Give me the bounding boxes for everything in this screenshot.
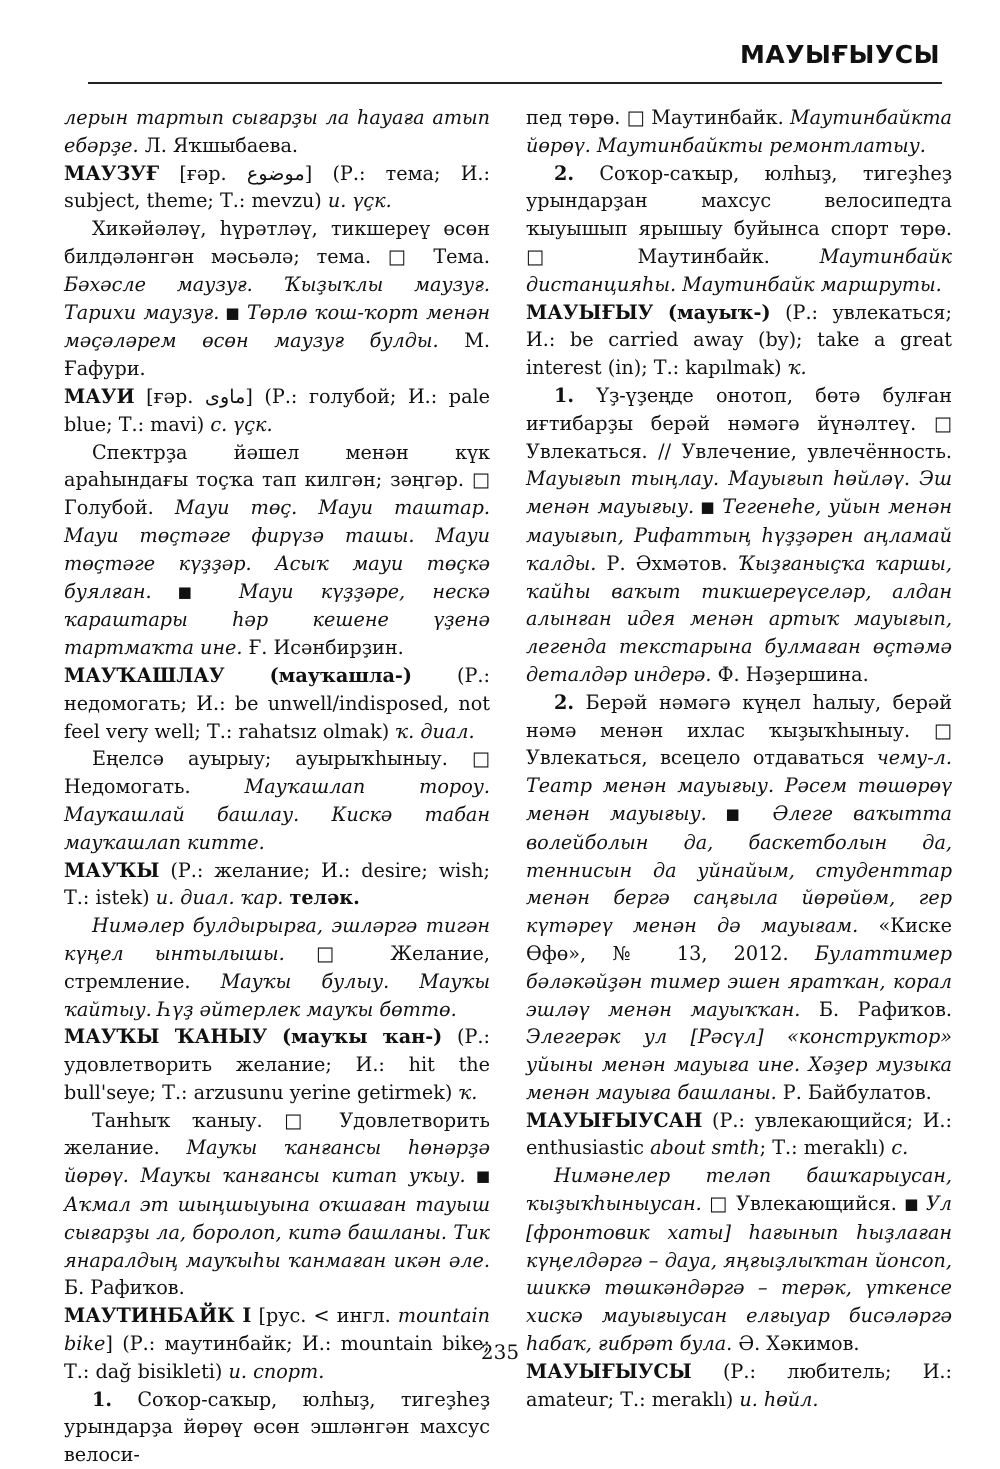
dictionary-entry-head [526, 1358, 952, 1414]
headword-text: МАУЫҒЫУ [526, 300, 654, 324]
continued-text [526, 104, 952, 160]
definition-paragraph [64, 745, 490, 856]
headword-text: (мауҡашла-) [269, 663, 412, 687]
text-segment: ] (Р.: маутинбайк; И.: mountain bike; Т.: dağ bisikleti) [64, 1332, 490, 1383]
example-text: Маутинбайк дистанцияһы. Маутинбайк маршруты. [526, 244, 952, 296]
example-text: Бәхәсле маузуғ. Ҡыҙыҡлы маузуғ. Тарихи маузуғ. [64, 272, 490, 324]
citation-marker: ■ [465, 1167, 490, 1186]
headword-text: МАУҠАШЛАУ [64, 663, 225, 687]
text-segment: [ғәр. ماوی] (Р.: голубой; И.: pale blue; Т.: mavi) [64, 384, 491, 436]
text-segment: Үҙ-үҙеңде онотоп, бөтә булған иғтибарҙы берәй нәмәгә йүнәлтеү. □ Увлекаться. // Увлечение, увлечённость. [526, 383, 952, 463]
example-text: и. спорт. [228, 1359, 325, 1383]
definition-paragraph [526, 1162, 952, 1358]
example-text: Мауҡашлап тороу. Мауҡашлай башлау. Кискә табан мауҡашлап китте. [64, 775, 490, 854]
left-column [64, 104, 490, 1469]
headword-text: 2. [554, 161, 575, 185]
example-text: Аҡмал эт шыңшыуына оҡшаған тауыш сығарҙы ла, боролоп, китә башланы. Тик янаралдың мауҡыһы ҡанмаған икән әле. [64, 1193, 490, 1272]
example-text: Элегерәк ул [Рәсүл] «конструктор» уйыны менән мауыға ине. Хәҙер музыка менән мауыға башланы. [526, 1025, 952, 1104]
text-segment: □ Желание, стремление. [64, 941, 490, 993]
text-segment: «Киске Өфө», № 13, 2012. [526, 914, 952, 965]
text-segment: Хикәйәләү, һүрәтләү, тикшереү өсөн билдәләнгән мәсьәлә; тема. □ Тема. [64, 217, 490, 268]
example-text: лерын тартып сығарҙы ла һауаға атып ебәрҙе. [64, 106, 490, 157]
example-text: Төрлө ҡош-ҡорт менән мәҫәләрем өсөн маузуғ булды. [64, 300, 491, 353]
example-text: и. диал. ҡар. [155, 886, 284, 910]
text-segment: Соҡор-саҡыр, юлһыҙ, тигеҙһеҙ урындарҙа йөрөү өсөн эшләнгән махсус велоси- [64, 1387, 490, 1467]
headword-text: 1. [92, 1387, 113, 1411]
headword-text: МАУҠЫ ҠАНЫУ [64, 1025, 268, 1049]
text-segment: Л. Яҡшыбаева. [138, 133, 298, 157]
example-text: Мауҡы ҡанғансы һөнәрҙә йөрөү. Мауҡы ҡанғансы китап уҡыу. [64, 1136, 490, 1188]
example-text: Маутинбайкта йөрөү. Маутинбайкты ремонтлатыу. [526, 106, 952, 157]
text-segment [653, 301, 668, 324]
example-text: и. һөйл. [739, 1387, 819, 1411]
example-text: Мауҡы булыу. Мауҡы ҡайтыу. Һүҙ әйтерлек мауҡы бөттө. [64, 969, 490, 1021]
text-segment: Берәй нәмәгә күңел һалыу, берәй нәмә менән ихлас ҡыҙыҡһыныу. □ Увлекаться, всецело отдаваться [526, 690, 952, 770]
headword-text: (мауыҡ-) [667, 300, 771, 324]
text-segment: [ғәр. موضوع] (Р.: тема; И.: subject, theme; Т.: mevzu) [64, 161, 490, 213]
example-text: Мауи төҫ. Мауи таштар. Мауи төҫтәге фирүзә ташы. Мауи төҫтәге күҙҙәр. Асыҡ мауи төҫкә буялған. [64, 496, 490, 603]
citation-marker: ■ [706, 804, 773, 823]
dictionary-entry-head [526, 299, 952, 382]
citation-marker: ■ [151, 582, 239, 601]
headword-text: МАУИ [64, 384, 135, 408]
definition-paragraph [526, 689, 952, 1107]
right-column [526, 104, 952, 1413]
text-segment: [рус. < ингл. [251, 1304, 398, 1328]
example-text: Әлеге ваҡытта волейболын да, баскетболын да, теннисын да уйнайым, студенттар менән бергә саңғыла йөрөйөм, гер күтәреү менән дә мауығам. [526, 801, 952, 938]
headword-text: теләк. [289, 886, 360, 910]
example-text: Мауығып тыңлау. Мауығып һөйләү. Эш менән мауығыу. [526, 467, 952, 519]
text-segment: Р. Әхмәтов. [596, 551, 738, 575]
text-segment: пед төрө. □ Маутинбайк. [526, 106, 790, 129]
dictionary-entry-head [64, 1023, 490, 1106]
example-text: с. үҫк. [210, 412, 273, 436]
example-text: ҡ. [458, 1080, 478, 1104]
headword-text: МАУҠЫ [64, 858, 160, 882]
continued-text [64, 104, 490, 160]
dictionary-entry-head [64, 662, 490, 745]
definition-paragraph [526, 160, 952, 299]
example-text: Булаттимер бәләкәйҙән тимер эшен яратҡан, корал эшләү менән мауыҡҡан. [526, 941, 952, 1021]
text-segment: Б. Рафиҡов. [64, 1276, 185, 1300]
text-segment: Ә. Хәкимов. [732, 1332, 860, 1356]
citation-marker: ■ [219, 303, 247, 322]
text-segment [225, 664, 270, 687]
text-segment: Соҡор-саҡыр, юлһыҙ, тигеҙһеҙ урындарҙан махсус велосипедта ҡыуышып ярышыу буйынса спорт төрө. □ Маутинбайк. [526, 161, 952, 268]
headword-text: 1. [554, 383, 575, 407]
headword-text: МАУЫҒЫУСЫ [526, 1359, 692, 1383]
definition-paragraph [64, 439, 490, 662]
headword-text: 2. [554, 690, 575, 714]
text-segment: Ф. Нәҙершина. [711, 662, 869, 686]
definition-paragraph [64, 1386, 490, 1469]
definition-paragraph [526, 382, 952, 689]
text-segment: Танһыҡ ҡаныу. □ Удовлетворить желание. [64, 1108, 490, 1160]
example-text: Нимәлер булдырырға, эшләргә тигән күңел ынтылышы. [64, 914, 490, 965]
headword-text: МАУТИНБАЙК I [64, 1304, 252, 1328]
citation-marker: ■ [694, 498, 723, 517]
text-segment: Б. Рафиҡов. [800, 997, 953, 1021]
text-segment: Еңелсә ауырыу; ауырыҡһыныу. □ Недомогать. [64, 747, 490, 799]
text-segment: Р. Байбулатов. [776, 1080, 932, 1104]
dictionary-entry-head [64, 857, 490, 913]
definition-paragraph [64, 912, 490, 1023]
text-segment: М. Ғафури. [64, 329, 490, 381]
text-segment: (Р.: недомогать; И.: be unwell/indisposed, not feel very well; Т.: rahatsız olmak) [64, 663, 490, 743]
example-text: mountain bike [64, 1304, 490, 1356]
text-segment: ; Т.: meraklı) [759, 1136, 892, 1160]
definition-paragraph [64, 215, 490, 383]
dictionary-entry-head [64, 160, 490, 216]
headword-text: (мауҡы ҡан-) [281, 1025, 443, 1049]
text-segment: Спектрҙа йәшел менән күк араһындағы тоҫҡа тап килгән; зәңгәр. □ Голубой. [64, 440, 490, 520]
example-text: чему-л. Театр менән мауығыу. Рәсем төшөрөү менән мауығыу. [526, 746, 952, 825]
example-text: Ҡыҙғаныҫҡа ҡаршы, ҡайһы ваҡыт тикшереүселәр, алдан алынған идея менән артыҡ мауығып, легенда текстарына булмаған өҫтәмә деталдәр индерә. [526, 551, 952, 686]
headword-text: МАУЫҒЫУСАН [526, 1108, 703, 1132]
text-segment [267, 1025, 282, 1048]
header-rule [88, 82, 942, 84]
headword-text: МАУЗУҒ [64, 161, 160, 185]
text-segment: □ Увлекающийся. [701, 1192, 905, 1216]
running-head: МАУЫҒЫУСЫ [740, 40, 940, 69]
text-segment: (Р.: увлекаться; И.: be carried away (by); take a great interest (in); Т.: kapılmak) [526, 300, 952, 380]
example-text: Мауи күҙҙәре, нескә ҡараштары һәр кешене үҙенә тартмаҡта ине. [64, 579, 490, 660]
text-segment: (Р.: желание; И.: desire; wish; Т.: istek) [64, 858, 490, 910]
example-text: с. [891, 1136, 909, 1160]
example-text: Тегенеһе, уйын менән мауығып, Рифаттың һүҙҙәрен аңламай ҡалды. [526, 495, 952, 575]
citation-marker: ■ [904, 1195, 926, 1214]
text-segment: Ғ. Исәнбирҙин. [242, 636, 404, 660]
dictionary-entry-head [526, 1107, 952, 1163]
example-text: about smth [650, 1136, 760, 1160]
definition-paragraph [64, 1107, 490, 1303]
text-segment: (Р.: удовлетворить желание; И.: hit the bull'seye; Т.: arzusunu yerine getirmek) [64, 1025, 490, 1104]
text-segment: (Р.: любитель; И.: amateur; Т.: meraklı) [526, 1359, 952, 1411]
example-text: Нимәнелер теләп башҡарыусан, ҡыҙыҡһыныусан. [526, 1164, 952, 1216]
text-segment: (Р.: увлекающийся; И.: enthusiastic [526, 1108, 952, 1160]
example-text: ҡ. [787, 356, 807, 380]
example-text: и. үҫк. [327, 189, 392, 213]
page-number: 235 [480, 1340, 520, 1364]
example-text: Ул [фронтовик хаты] һағынып һыҙлаған күңелдәргә – дауа, яңғыҙлыҡтан йонсоп, шиккә төшкәндәргә – терәк, үткенсе хискә мауығыусан елғыуар бисәләргә һабаҡ, ғибрәт була. [526, 1192, 952, 1356]
example-text: ҡ. диал. [395, 719, 475, 743]
dictionary-entry-head [64, 383, 490, 439]
